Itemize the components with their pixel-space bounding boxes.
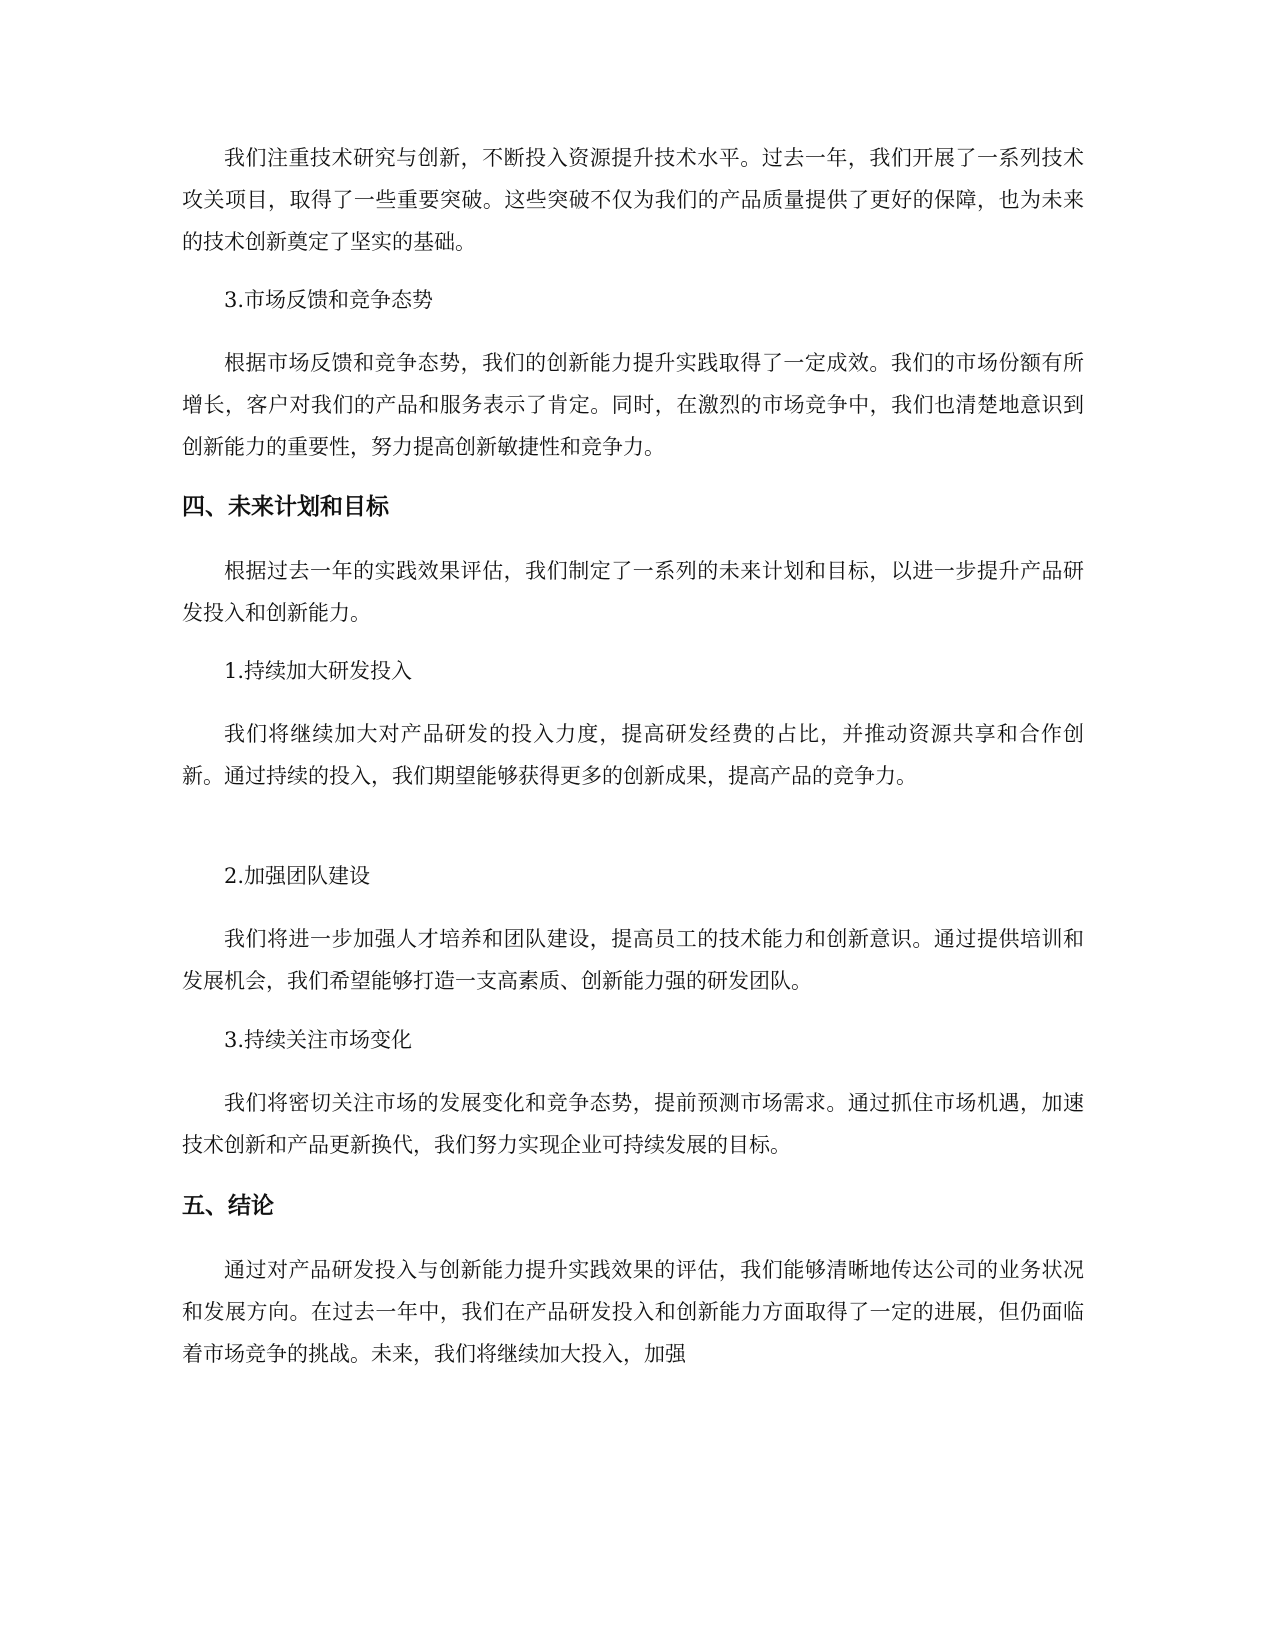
- subheading-market-feedback: 3.市场反馈和竞争态势: [224, 288, 434, 312]
- section-heading-future-plans: 四、未来计划和目标: [182, 493, 389, 520]
- section-heading-conclusion: 五、结论: [182, 1192, 274, 1219]
- paragraph-market-changes: 我们将密切关注市场的发展变化和竞争态势，提前预测市场需求。通过抓住市场机遇，加速技术创新和产品更新换代，我们努力实现企业可持续发展的目标。: [182, 1091, 1084, 1157]
- subheading-market-changes: 3.持续关注市场变化: [224, 1028, 413, 1052]
- paragraph-market-feedback: 根据市场反馈和竞争态势，我们的创新能力提升实践取得了一定成效。我们的市场份额有所增长，客户对我们的产品和服务表示了肯定。同时，在激烈的市场竞争中，我们也清楚地意识到创新能力的重要性，努力提高创新敏捷性和竞争力。: [182, 351, 1084, 459]
- paragraph-team-building: 我们将进一步加强人才培养和团队建设，提高员工的技术能力和创新意识。通过提供培训和发展机会，我们希望能够打造一支高素质、创新能力强的研发团队。: [182, 927, 1084, 993]
- paragraph-tech-research: 我们注重技术研究与创新，不断投入资源提升技术水平。过去一年，我们开展了一系列技术攻关项目，取得了一些重要突破。这些突破不仅为我们的产品质量提供了更好的保障，也为未来的技术创新奠定了坚实的基础。: [182, 146, 1084, 254]
- paragraph-future-intro: 根据过去一年的实践效果评估，我们制定了一系列的未来计划和目标，以进一步提升产品研发投入和创新能力。: [182, 559, 1084, 625]
- paragraph-rd-investment: 我们将继续加大对产品研发的投入力度，提高研发经费的占比，并推动资源共享和合作创新。通过持续的投入，我们期望能够获得更多的创新成果，提高产品的竞争力。: [182, 722, 1084, 788]
- subheading-team-building: 2.加强团队建设: [224, 864, 371, 888]
- subheading-rd-investment: 1.持续加大研发投入: [224, 659, 413, 683]
- paragraph-conclusion: 通过对产品研发投入与创新能力提升实践效果的评估，我们能够清晰地传达公司的业务状况和发展方向。在过去一年中，我们在产品研发投入和创新能力方面取得了一定的进展，但仍面临着市场竞争的挑战。未来，我们将继续加大投入，加强: [182, 1258, 1084, 1366]
